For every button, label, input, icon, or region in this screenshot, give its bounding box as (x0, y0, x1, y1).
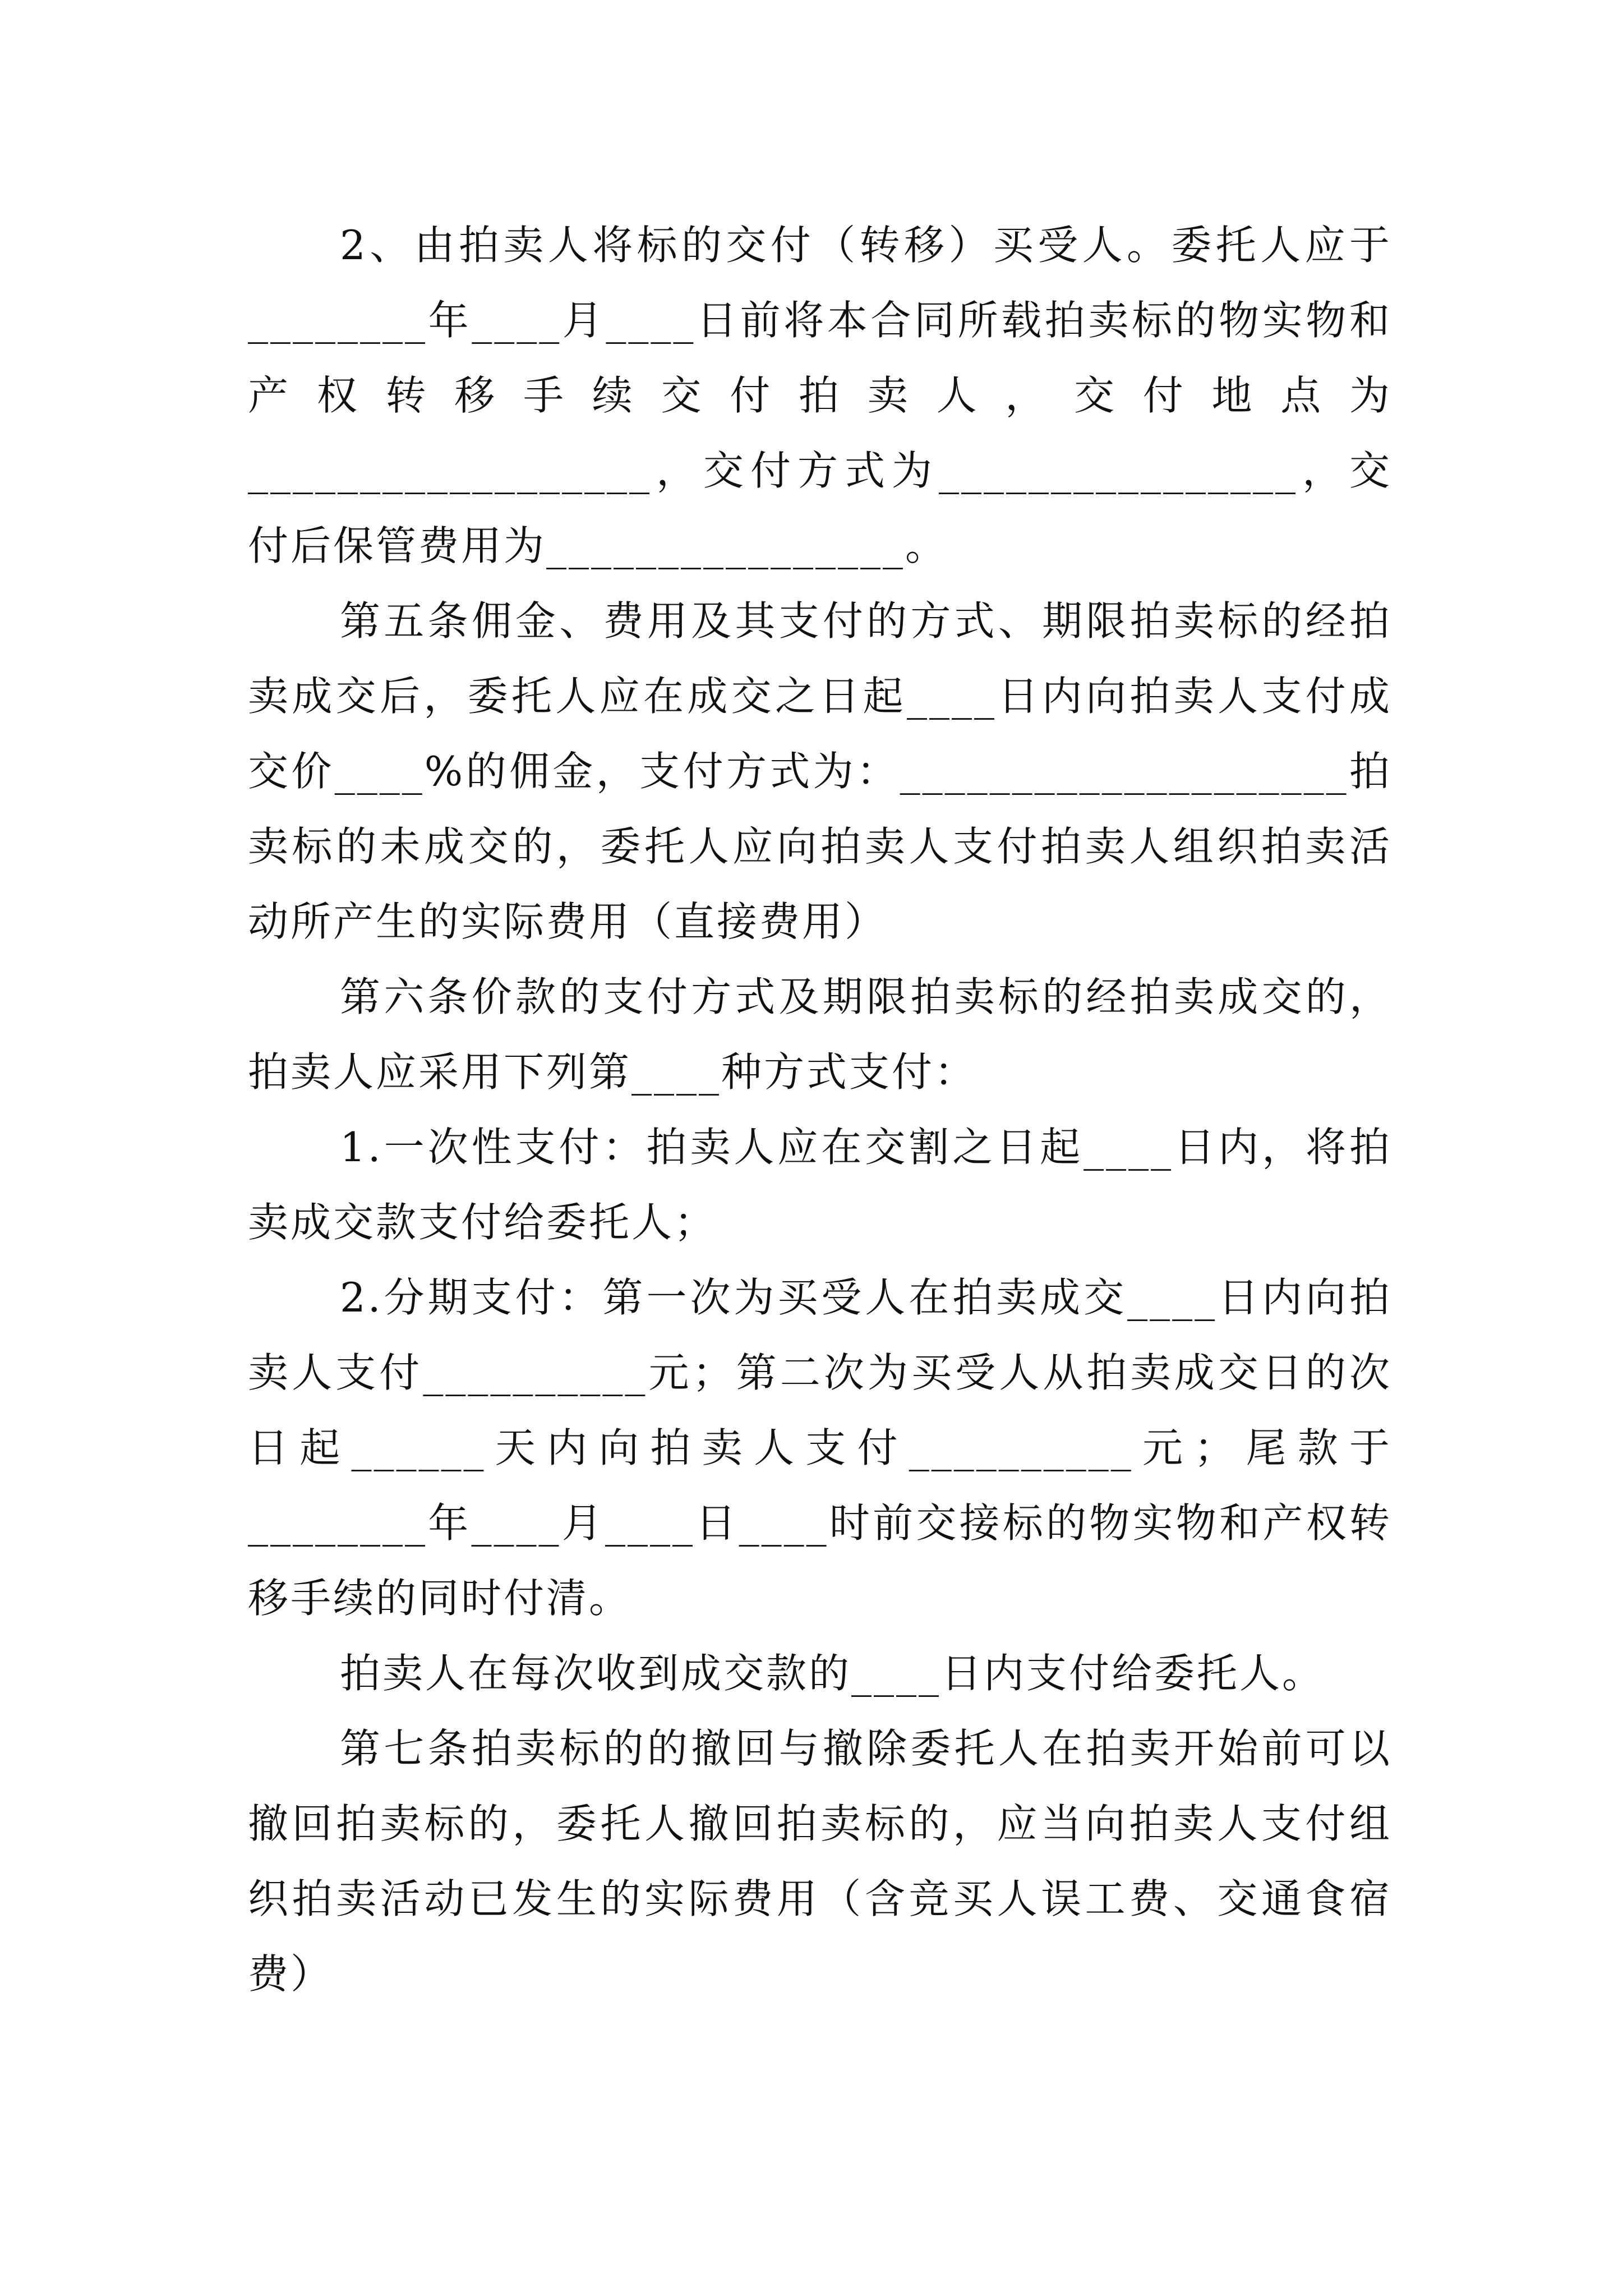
paragraph-delivery-clause: 2、由拍卖人将标的交付（转移）买受人。委托人应于________年____月____日前将本合同所载拍卖标的物实物和产权转移手续交付拍卖人，交付地点为__________________，交付方式为________________，交付后保管费用为________________。 (248, 222, 1392, 569)
document-body (248, 208, 1392, 2012)
paragraph-article-7-withdrawal: 第七条拍卖标的的撤回与撤除委托人在拍卖开始前可以撤回拍卖标的，委托人撤回拍卖标的，应当向拍卖人支付组织拍卖活动已发生的实际费用（含竞买人误工费、交通食宿费） (248, 1725, 1392, 1998)
paragraph-payment-to-consignor: 拍卖人在每次收到成交款的____日内支付给委托人。 (340, 1650, 1325, 1697)
paragraph-article-6-payment: 第六条价款的支付方式及期限拍卖标的经拍卖成交的，拍卖人应采用下列第____种方式支付： (248, 973, 1392, 1096)
paragraph-lump-sum-payment: 1.一次性支付：拍卖人应在交割之日起____日内，将拍卖成交款支付给委托人； (248, 1124, 1392, 1246)
paragraph-article-5-commission: 第五条佣金、费用及其支付的方式、期限拍卖标的经拍卖成交后，委托人应在成交之日起____日内向拍卖人支付成交价____%的佣金，支付方式为：____________________拍卖标的未成交的，委托人应向拍卖人支付拍卖人组织拍卖活动所产生的实际费用（直接费用） (248, 597, 1392, 945)
paragraph-installment-payment: 2.分期支付：第一次为买受人在拍卖成交____日内向拍卖人支付__________元；第二次为买受人从拍卖成交日的次日起______天内向拍卖人支付__________元；尾款于________年____月____日____时前交接标的物实物和产权转移手续的同时付清。 (248, 1274, 1392, 1622)
